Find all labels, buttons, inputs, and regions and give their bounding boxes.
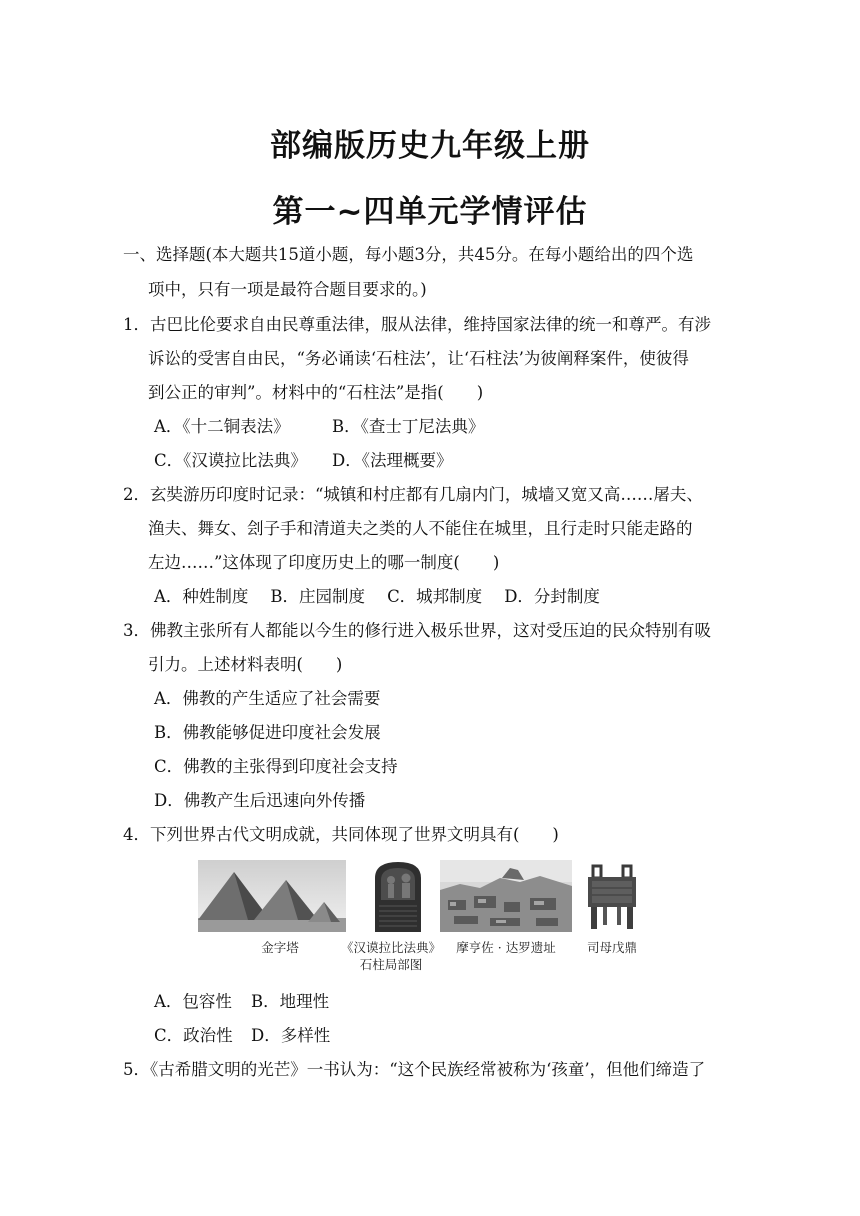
mohenjo-daro-photo <box>440 860 572 932</box>
question-4-options-row1 <box>154 992 329 1012</box>
hammurabi-stele-photo <box>369 860 427 932</box>
section-heading-cont: 项中，只有一项是最符合题目要求的。) <box>148 280 427 299</box>
question-2-stem-2: 渔夫、舞女、刽子手和清道夫之类的人不能住在城里，且行走时只能走路的 <box>148 519 693 538</box>
q1-option-c: C．《汉谟拉比法典》 <box>154 451 307 470</box>
document-title: 部编版历史九年级上册 <box>270 128 590 164</box>
question-1-stem: 1．古巴比伦要求自由民尊重法律，服从法律，维持国家法律的统一和尊严。有涉 <box>123 315 711 334</box>
simuwu-ding-photo <box>585 862 639 932</box>
question-3-stem: 3．佛教主张所有人都能以今生的修行进入极乐世界，这对受压迫的民众特别有吸 <box>123 621 711 640</box>
question-2-stem-3: 左边……”这体现了印度历史上的哪一制度( ) <box>148 553 500 572</box>
q1-option-d: D．《法理概要》 <box>332 451 453 470</box>
q3-option-b: B．佛教能够促进印度社会发展 <box>154 723 381 742</box>
question-1-stem-3: 到公正的审判”。材料中的“石柱法”是指( ) <box>148 383 484 402</box>
question-4-options-row2 <box>154 1026 330 1046</box>
caption-hammurabi-2: 石柱局部图 <box>359 957 423 972</box>
question-5-stem: 5．《古希腊文明的光芒》一书认为：“这个民族经常被称为‘孩童’，但他们缔造了 <box>123 1060 706 1079</box>
q4-option-b: B．地理性 <box>251 992 330 1011</box>
caption-mohenjo-daro: 摩亨佐 · 达罗遗址 <box>456 940 556 955</box>
question-4-stem: 4．下列世界古代文明成就，共同体现了世界文明具有( ) <box>123 825 559 844</box>
caption-simuwu-ding: 司母戊鼎 <box>586 940 637 955</box>
q2-option-d: D．分封制度 <box>504 587 600 606</box>
q2-option-a: A．种姓制度 <box>154 587 249 606</box>
q3-option-a: A．佛教的产生适应了社会需要 <box>154 689 381 708</box>
q2-option-c: C．城邦制度 <box>387 587 483 606</box>
question-2-stem: 2．玄奘游历印度时记录：“城镇和村庄都有几扇内门，城墙又宽又高……屠夫、 <box>123 485 703 504</box>
q3-option-c: C．佛教的主张得到印度社会支持 <box>154 757 398 776</box>
q4-option-d: D．多样性 <box>251 1026 331 1045</box>
document-subtitle: 第一~四单元学情评估 <box>272 194 588 230</box>
question-3-stem-2: 引力。上述材料表明( ) <box>148 655 343 674</box>
q4-option-a: A．包容性 <box>154 992 232 1011</box>
caption-pyramid: 金字塔 <box>261 940 299 955</box>
caption-hammurabi: 《汉谟拉比法典》 <box>340 940 441 955</box>
q4-option-c: C．政治性 <box>154 1026 233 1045</box>
question-1-stem-2: 诉讼的受害自由民，“务必诵读‘石柱法’，让‘石柱法’为彼阐释案件，使彼得 <box>148 349 689 368</box>
question-1-options-row1 <box>154 417 484 437</box>
pyramid-photo <box>198 860 346 932</box>
question-1-options-row2 <box>154 451 452 471</box>
q2-option-b: B．庄园制度 <box>270 587 366 606</box>
section-heading: 一、选择题(本大题共15道小题，每小题3分，共45分。在每小题给出的四个选 <box>123 245 694 264</box>
q1-option-a: A．《十二铜表法》 <box>154 417 290 436</box>
q1-option-b: B．《查士丁尼法典》 <box>332 417 485 436</box>
question-2-options <box>154 587 600 607</box>
q3-option-d: D．佛教产生后迅速向外传播 <box>154 791 366 810</box>
